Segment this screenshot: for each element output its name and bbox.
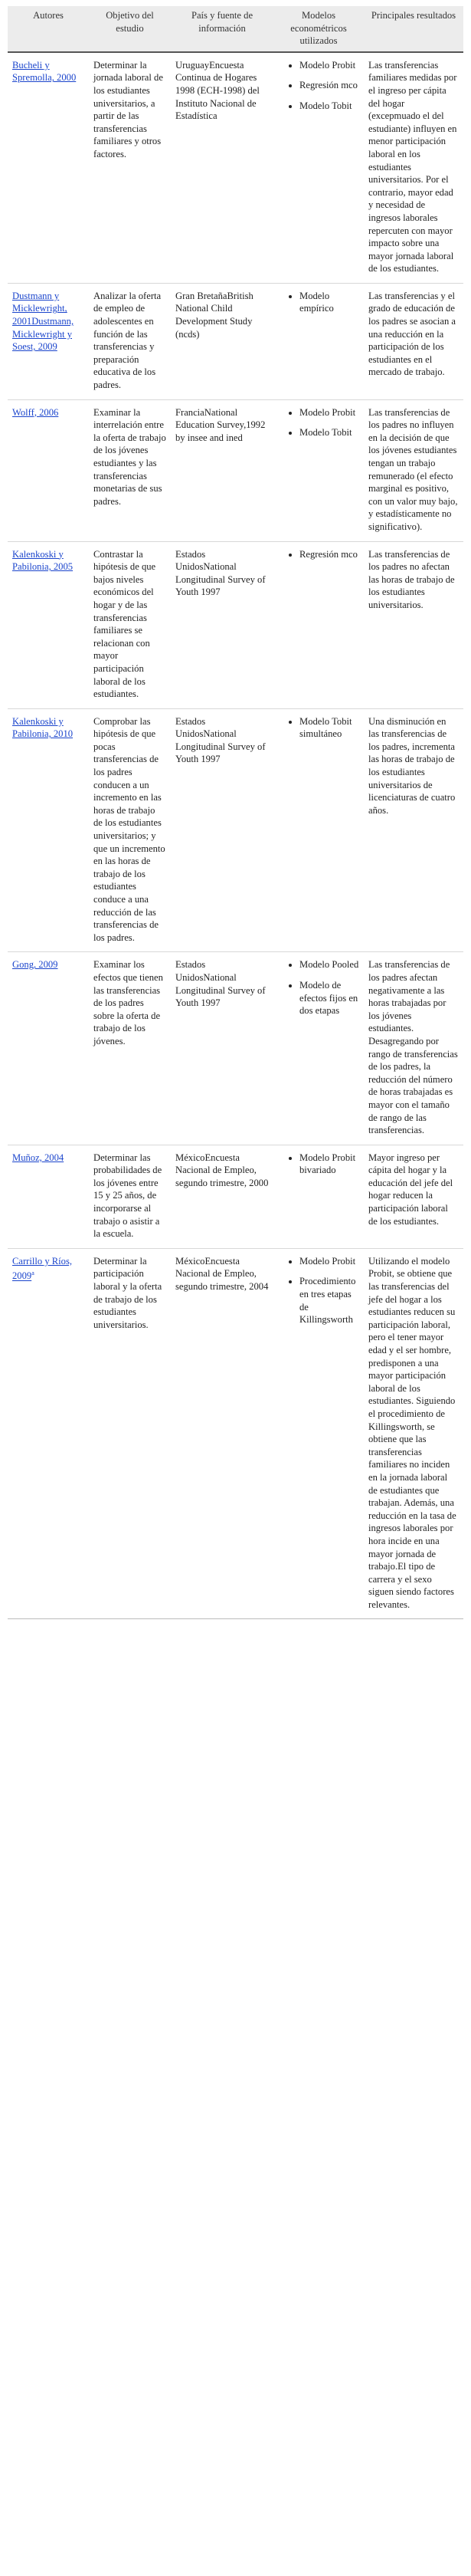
cell-objective: Determinar las probabilidades de los jóvenes entre 15 y 25 años, de incorporarse al trabajo o asistir a la escuela. xyxy=(89,1145,171,1248)
author-reference-link[interactable]: Muñoz, 2004 xyxy=(12,1152,64,1163)
model-item: • Modelo Probit xyxy=(299,406,359,419)
cell-results: Las transferencias familiares medidas por el ingreso per cápita del hogar (excepmuado el del estudiante) influyen en menor participación laboral en los estudiantes universitarios. Por el contrario, mayor edad y necesidad de ingresos laborales repercuten con mayor impacto sobre una mayor jornada laboral de los estudiantes. xyxy=(364,52,463,284)
cell-author xyxy=(8,399,89,541)
table-row xyxy=(8,399,463,541)
table-row xyxy=(8,1145,463,1248)
cell-models xyxy=(273,952,364,1145)
table-body xyxy=(8,52,463,1619)
header-results: Principales resultados xyxy=(364,6,463,52)
cell-models xyxy=(273,283,364,399)
table-row xyxy=(8,541,463,708)
header-authors: Autores xyxy=(8,6,89,52)
cell-source: Gran BretañaBritish National Child Development Study (ncds) xyxy=(171,283,273,399)
models-list xyxy=(278,1255,359,1326)
cell-results: Mayor ingreso per cápita del hogar y la educación del jefe del hogar reducen la participación laboral de los estudiantes. xyxy=(364,1145,463,1248)
table-row xyxy=(8,52,463,284)
models-list xyxy=(278,548,359,561)
header-objective: Objetivo del estudio xyxy=(89,6,171,52)
cell-author xyxy=(8,541,89,708)
table-row xyxy=(8,283,463,399)
header-models: Modelos econométricos utilizados xyxy=(273,6,364,52)
cell-models xyxy=(273,708,364,952)
cell-author xyxy=(8,1248,89,1619)
cell-results: Las transferencias de los padres no influyen en la decisión de que los jóvenes estudiantes tengan un trabajo remunerado (el efecto marginal es positivo, con un valor muy bajo, y estadísticamente no significativo). xyxy=(364,399,463,541)
author-reference-link[interactable]: Kalenkoski y Pabilonia, 2005 xyxy=(12,548,74,573)
author-reference-link[interactable]: Kalenkoski y Pabilonia, 2010 xyxy=(12,715,74,740)
cell-author xyxy=(8,283,89,399)
models-list xyxy=(278,958,359,1017)
cell-objective: Analizar la oferta de empleo de adolescentes en función de las transferencias y preparación educativa de los padres. xyxy=(89,283,171,399)
author-footnote-marker[interactable]: a xyxy=(31,1270,34,1277)
cell-models xyxy=(273,541,364,708)
cell-results: Utilizando el modelo Probit, se obtiene que las transferencias del jefe del hogar a los estudiantes reducen su participación laboral, pero el tener mayor edad y el ser hombre, predisponen a una mayor participación laboral de los estudiantes. Siguiendo el procedimiento de Killingsworth, se obtiene que las transferencias familiares no inciden en la jornada laboral de estudiantes que trabajan. Además, una reducción en la tasa de ingresos laborales por hora incide en una mayor jornada de trabajo.El tipo de carrera y el sexo siguen siendo factores relevantes. xyxy=(364,1248,463,1619)
model-item: • Modelo empírico xyxy=(299,290,359,315)
cell-models xyxy=(273,52,364,284)
cell-objective: Determinar la jornada laboral de los estudiantes universitarios, a partir de las transferencias familiares y otros factores. xyxy=(89,52,171,284)
cell-author xyxy=(8,708,89,952)
header-source: País y fuente de información xyxy=(171,6,273,52)
models-list xyxy=(278,406,359,439)
models-list xyxy=(278,59,359,113)
model-item: • Modelo Tobit simultáneo xyxy=(299,715,359,741)
studies-table xyxy=(8,6,463,1619)
model-item: • Modelo Probit xyxy=(299,59,359,72)
model-item: • Modelo Tobit xyxy=(299,426,359,439)
table-row xyxy=(8,708,463,952)
table-row xyxy=(8,952,463,1145)
cell-models xyxy=(273,1248,364,1619)
author-reference-link[interactable]: Carrillo y Ríos, 2009 xyxy=(12,1255,73,1282)
cell-results: Una disminución en las transferencias de los padres, incrementa las horas de trabajo de los estudiantes universitarios de licenciaturas de cuatro años. xyxy=(364,708,463,952)
author-reference-link[interactable]: Gong, 2009 xyxy=(12,959,58,971)
models-list xyxy=(278,290,359,315)
model-item: • Modelo Probit xyxy=(299,1255,359,1268)
cell-objective: Determinar la participación laboral y la oferta de trabajo de los estudiantes universitarios. xyxy=(89,1248,171,1619)
cell-results: Las transferencias de los padres afectan negativamente a las horas trabajadas por los jóvenes estudiantes. Desagregando por rango de transferencias de los padres, la reducción del número de horas trabajadas es mayor con el tamaño de rango de las transferencias. xyxy=(364,952,463,1145)
models-list xyxy=(278,1152,359,1177)
cell-author xyxy=(8,952,89,1145)
cell-source: MéxicoEncuesta Nacional de Empleo, segundo trimestre, 2000 xyxy=(171,1145,273,1248)
cell-results: Las transferencias y el grado de educación de los padres se asocian a una reducción en la participación de los estudiantes en el mercado de trabajo. xyxy=(364,283,463,399)
table-row xyxy=(8,1248,463,1619)
cell-source: FranciaNational Education Survey,1992 by insee and ined xyxy=(171,399,273,541)
cell-objective: Examinar los efectos que tienen las transferencias de los padres sobre la oferta de trabajo de los jóvenes. xyxy=(89,952,171,1145)
model-item: • Regresión mco xyxy=(299,548,359,561)
cell-source: Estados UnidosNational Longitudinal Survey of Youth 1997 xyxy=(171,541,273,708)
author-reference-link[interactable]: Wolff, 2006 xyxy=(12,406,59,418)
table-header xyxy=(8,6,463,52)
model-item: • Modelo de efectos fijos en dos etapas xyxy=(299,979,359,1017)
model-item: • Modelo Probit bivariado xyxy=(299,1152,359,1177)
model-item: • Procedimiento en tres etapas de Killingsworth xyxy=(299,1275,359,1326)
models-list xyxy=(278,715,359,741)
cell-objective: Contrastar la hipótesis de que bajos niveles económicos del hogar y de las transferencias familiares se relacionan con mayor participación laboral de los estudiantes. xyxy=(89,541,171,708)
cell-source: Estados UnidosNational Longitudinal Survey of Youth 1997 xyxy=(171,708,273,952)
model-item: • Regresión mco xyxy=(299,79,359,92)
cell-objective: Examinar la interrelación entre la oferta de trabajo de los jóvenes estudiantes y las transferencias monetarias de sus padres. xyxy=(89,399,171,541)
author-reference-link[interactable]: Dustmann y Micklewright, 2001Dustmann, Micklewright y Soest, 2009 xyxy=(12,290,74,353)
model-item: • Modelo Pooled xyxy=(299,958,359,971)
author-reference-link[interactable]: Bucheli y Spremolla, 2000 xyxy=(12,59,77,84)
cell-source: MéxicoEncuesta Nacional de Empleo, segundo trimestre, 2004 xyxy=(171,1248,273,1619)
cell-author xyxy=(8,52,89,284)
cell-models xyxy=(273,399,364,541)
cell-objective: Comprobar las hipótesis de que pocas transferencias de los padres conducen a un incremento en las horas de trabajo de los estudiantes universitarios; y que un incremento en las horas de trabajo de los estudiantes conduce a una reducción de las transferencias de los padres. xyxy=(89,708,171,952)
cell-author xyxy=(8,1145,89,1248)
header-row xyxy=(8,6,463,52)
model-item: • Modelo Tobit xyxy=(299,100,359,113)
cell-source: UruguayEncuesta Continua de Hogares 1998 (ECH-1998) del Instituto Nacional de Estadística xyxy=(171,52,273,284)
cell-models xyxy=(273,1145,364,1248)
cell-source: Estados UnidosNational Longitudinal Survey of Youth 1997 xyxy=(171,952,273,1145)
cell-results: Las transferencias de los padres no afectan las horas de trabajo de los estudiantes universitarios. xyxy=(364,541,463,708)
